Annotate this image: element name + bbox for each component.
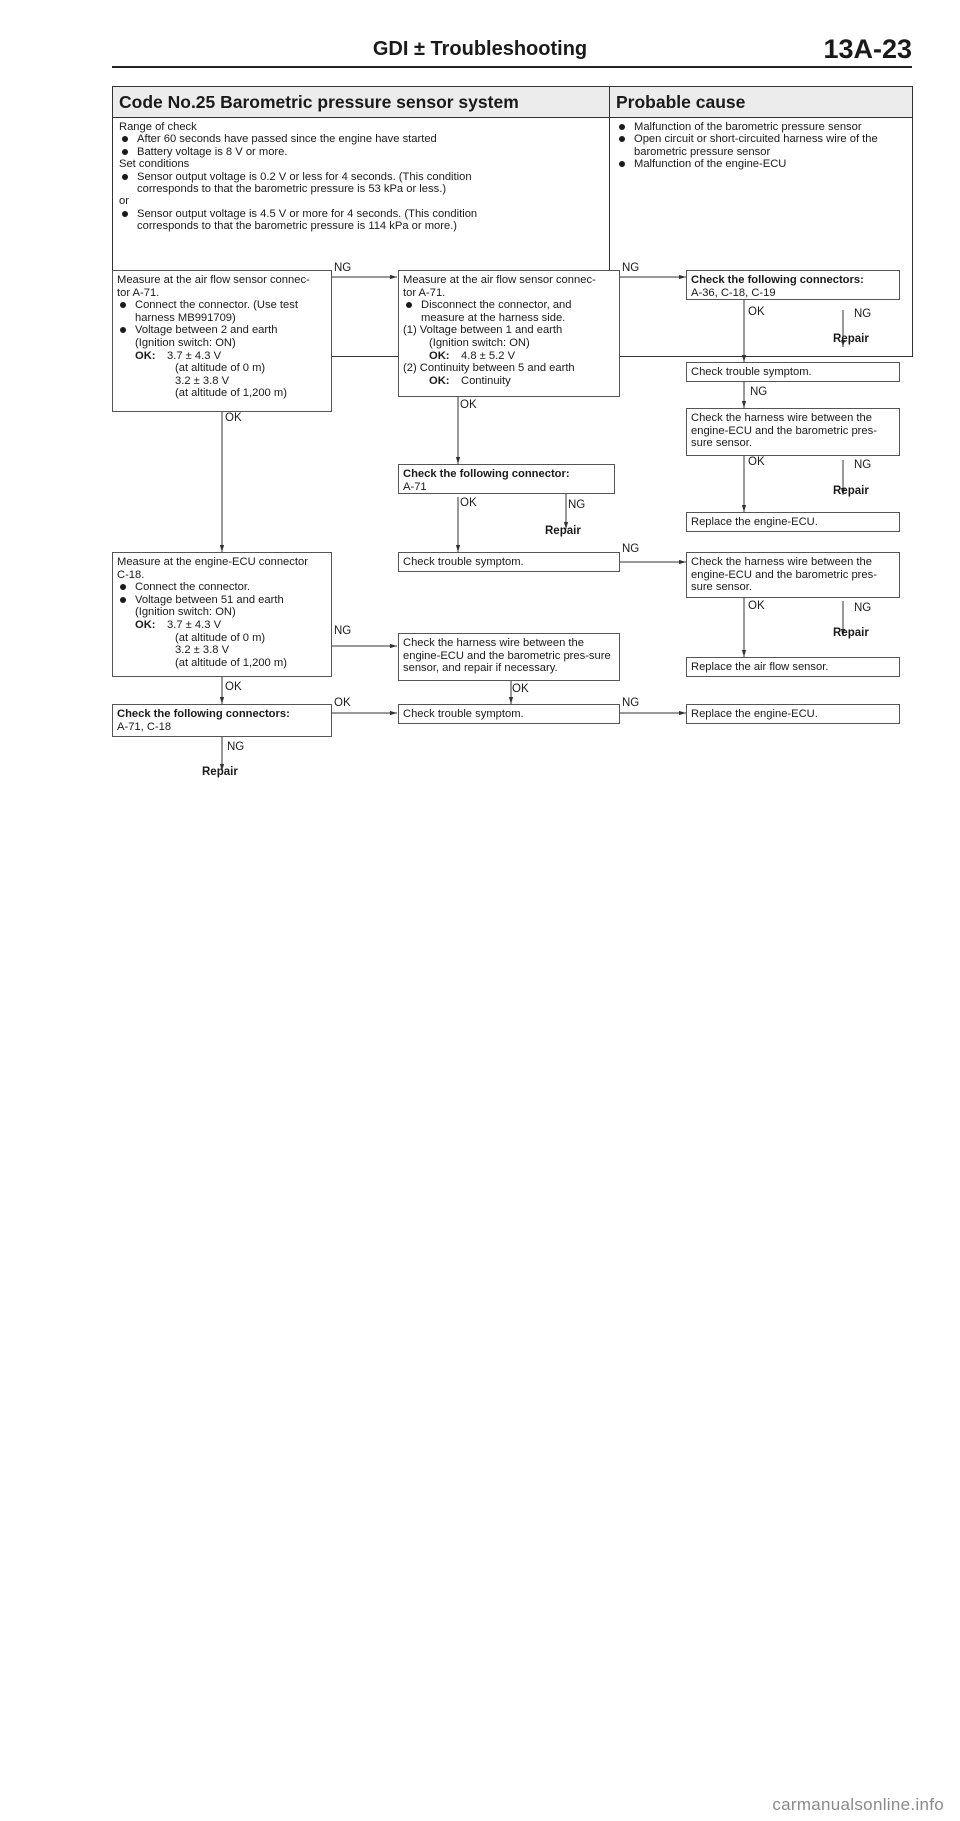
set-condition-cont: corresponds to that the barometric pressure is 114 kPa or more.) bbox=[137, 220, 458, 233]
ok-label: OK: bbox=[429, 349, 450, 362]
range-item: Battery voltage is 8 V or more. bbox=[119, 146, 603, 158]
ok-label: OK bbox=[334, 697, 351, 709]
range-item: After 60 seconds have passed since the engine have started bbox=[119, 133, 603, 145]
step-bullet: Connect the connector. bbox=[117, 581, 327, 594]
cause-item-cont: barometric pressure sensor bbox=[634, 145, 771, 158]
step-text: 3.2 ± 3.8 V bbox=[175, 374, 230, 387]
ok-label: OK: bbox=[135, 618, 156, 631]
set-condition-cont: corresponds to that the barometric pressure is 53 kPa or less.) bbox=[137, 183, 447, 196]
step-text: (1) Voltage between 1 and earth bbox=[403, 324, 563, 337]
ng-label: NG bbox=[334, 262, 352, 274]
step-check-harness: Check the harness wire between the engine-ECU and the barometric pres-sure sensor. bbox=[686, 408, 900, 456]
step-text: (2) Continuity between 5 and earth bbox=[403, 362, 575, 375]
watermark: carmanualsonline.info bbox=[772, 1795, 944, 1814]
step-bullet: Disconnect the connector, and bbox=[403, 299, 615, 312]
range-label: Range of check bbox=[119, 121, 197, 133]
step-text: measure at the harness side. bbox=[421, 311, 566, 324]
set-condition: Sensor output voltage is 0.2 V or less for 4 seconds. (This condition bbox=[119, 171, 603, 183]
step-check-connector-a71 bbox=[398, 464, 615, 494]
step-check-harness: Check the harness wire between the engine-ECU and the barometric pres-sure sensor. bbox=[686, 552, 900, 598]
cause-item: Open circuit or short-circuited harness wire of the bbox=[616, 133, 906, 145]
step-replace-ecu: Replace the engine-ECU. bbox=[686, 704, 900, 724]
table-header-code: Code No.25 Barometric pressure sensor system bbox=[113, 87, 610, 118]
step-text: Measure at the air flow sensor connec- bbox=[403, 274, 596, 286]
step-text: tor A-71. bbox=[403, 286, 446, 299]
step-text: 3.2 ± 3.8 V bbox=[175, 644, 230, 657]
ok-label: OK bbox=[460, 497, 477, 509]
step-text: (at altitude of 1,200 m) bbox=[175, 387, 287, 400]
step-text: C-18. bbox=[117, 568, 145, 581]
step-replace-ecu: Replace the engine-ECU. bbox=[686, 512, 900, 532]
ng-label: NG bbox=[750, 386, 768, 398]
step-check-symptom: Check trouble symptom. bbox=[398, 552, 620, 572]
ok-value: 3.7 ± 4.3 V bbox=[167, 349, 222, 362]
ok-label: OK bbox=[748, 306, 765, 318]
step-text: (at altitude of 0 m) bbox=[175, 631, 266, 644]
ok-value: Continuity bbox=[461, 374, 511, 387]
step-text: (at altitude of 0 m) bbox=[175, 362, 266, 375]
ok-label: OK bbox=[225, 412, 242, 424]
step-text: (Ignition switch: ON) bbox=[135, 606, 236, 619]
step-title: Check the following connectors: bbox=[691, 274, 864, 286]
page-title: GDI ± Troubleshooting bbox=[372, 38, 588, 60]
ng-label: NG bbox=[854, 602, 872, 614]
step-text: Measure at the engine-ECU connector bbox=[117, 556, 308, 568]
repair-label: Repair bbox=[833, 485, 869, 497]
step-measure-airflow-disconnected bbox=[398, 270, 620, 397]
step-measure-ecu-connector bbox=[112, 552, 332, 677]
table-header-cause: Probable cause bbox=[610, 87, 913, 118]
ng-label: NG bbox=[622, 262, 640, 274]
step-text: (Ignition switch: ON) bbox=[429, 336, 530, 349]
step-bullet: Connect the connector. (Use test bbox=[117, 299, 327, 312]
step-text: Measure at the air flow sensor connec- bbox=[117, 274, 310, 286]
or-label: or bbox=[119, 195, 129, 208]
page-code: 13A-23 bbox=[823, 34, 912, 64]
step-check-symptom: Check trouble symptom. bbox=[686, 362, 900, 382]
repair-label: Repair bbox=[833, 333, 869, 345]
step-title: Check the following connectors: bbox=[117, 708, 290, 720]
step-check-connectors-a71-c18 bbox=[112, 704, 332, 737]
step-check-symptom: Check trouble symptom. bbox=[398, 704, 620, 724]
step-check-connectors-a36 bbox=[686, 270, 900, 300]
step-replace-airflow-sensor: Replace the air flow sensor. bbox=[686, 657, 900, 677]
step-bullet: Voltage between 2 and earth bbox=[117, 324, 327, 337]
repair-label: Repair bbox=[202, 766, 238, 778]
cause-item: Malfunction of the engine-ECU bbox=[616, 158, 906, 170]
repair-label: Repair bbox=[545, 525, 581, 537]
ok-label: OK bbox=[460, 399, 477, 411]
ok-label: OK bbox=[225, 681, 242, 693]
set-conditions-label: Set conditions bbox=[119, 158, 190, 171]
ok-label: OK bbox=[512, 683, 529, 695]
step-text: tor A-71. bbox=[117, 286, 160, 299]
ok-label: OK bbox=[748, 456, 765, 468]
ok-value: 3.7 ± 4.3 V bbox=[167, 618, 222, 631]
repair-label: Repair bbox=[833, 627, 869, 639]
step-text: A-36, C-18, C-19 bbox=[691, 286, 776, 299]
step-text: harness MB991709) bbox=[135, 311, 236, 324]
ng-label: NG bbox=[568, 499, 586, 511]
step-check-harness-repair: Check the harness wire between the engine-ECU and the barometric pres-sure sensor, and repair if necessary. bbox=[398, 633, 620, 681]
step-measure-airflow-connected bbox=[112, 270, 332, 412]
step-text: A-71, C-18 bbox=[117, 720, 172, 733]
ok-label: OK: bbox=[135, 349, 156, 362]
ng-label: NG bbox=[854, 308, 872, 320]
ng-label: NG bbox=[622, 697, 640, 709]
step-title: Check the following connector: bbox=[403, 468, 570, 480]
ng-label: NG bbox=[854, 459, 872, 471]
ng-label: NG bbox=[622, 543, 640, 555]
ng-label: NG bbox=[334, 625, 352, 637]
step-text: A-71 bbox=[403, 480, 427, 493]
set-condition: Sensor output voltage is 4.5 V or more for 4 seconds. (This condition bbox=[119, 208, 603, 220]
step-bullet: Voltage between 51 and earth bbox=[117, 594, 327, 607]
ng-label: NG bbox=[227, 741, 245, 753]
step-text: (at altitude of 1,200 m) bbox=[175, 656, 287, 669]
step-text: (Ignition switch: ON) bbox=[135, 336, 236, 349]
cause-item: Malfunction of the barometric pressure sensor bbox=[616, 121, 906, 133]
ok-value: 4.8 ± 5.2 V bbox=[461, 349, 516, 362]
ok-label: OK bbox=[748, 600, 765, 612]
ok-label: OK: bbox=[429, 374, 450, 387]
